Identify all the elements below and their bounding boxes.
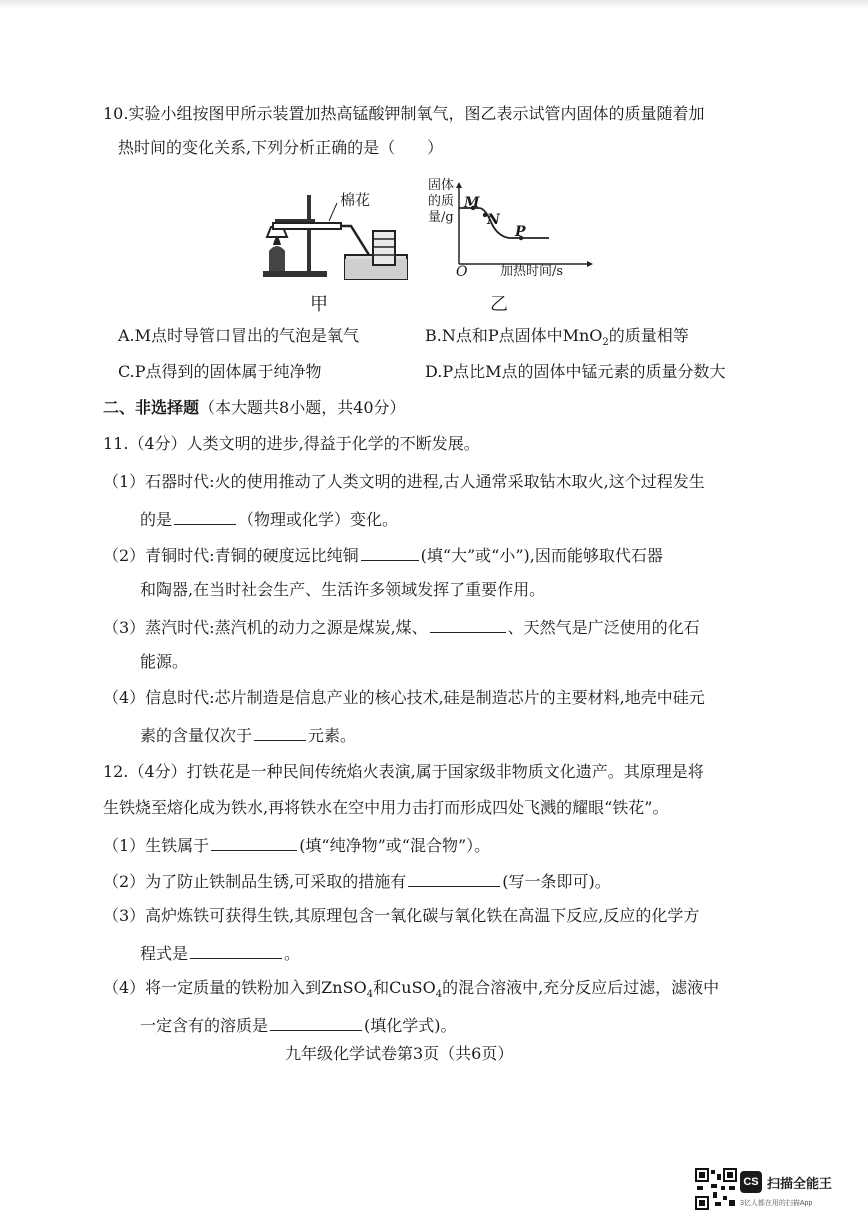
figure-jia-caption: 甲 [310,294,328,315]
q10-option-d: D.P点比M点的固体中锰元素的质量分数大 [425,362,726,381]
q10-option-c: C.P点得到的固体属于纯净物 [118,362,322,381]
scanner-app-name: 扫描全能王 [767,1176,833,1191]
page-footer: 九年级化学试卷第3页（共6页） [285,1044,514,1063]
graph-point-p: P [515,224,526,240]
scanner-logo-icon: CS [740,1171,762,1193]
q12-part3-line2: 程式是 。 [140,944,301,963]
q12-part3-answer-blank[interactable] [190,942,282,959]
q11-part3-line2: 能源。 [140,652,189,671]
q11-part4-line1: （4）信息时代:芯片制造是信息产业的核心技术,硅是制造芯片的主要材料,地壳中硅元 [103,688,705,707]
q11-part2-line1: （2）青铜时代:青铜的硬度远比纯铜 (填“大”或“小”),因而能够取代石器 [103,546,663,565]
q11-part2-line2: 和陶器,在当时社会生产、生活许多领域发挥了重要作用。 [140,580,546,599]
q12-part2-answer-blank[interactable] [408,870,500,887]
q12-part1-answer-blank[interactable] [211,834,297,851]
q11-part1-line2: 的是 （物理或化学）变化。 [140,510,399,529]
q12-stem-line2: 生铁烧至熔化成为铁水,再将铁水在空中用力击打而形成四处飞溅的耀眼“铁花”。 [103,798,669,817]
q11-part3-answer-blank[interactable] [430,616,506,633]
qr-code-icon [695,1168,737,1210]
graph-ylabel-1: 固体 [428,178,455,193]
q10-option-a: A.M点时导管口冒出的气泡是氧气 [118,326,360,345]
q11-part1-answer-blank[interactable] [174,508,236,525]
graph-ylabel-2: 的质 [428,194,455,209]
figure-yi-caption: 乙 [490,294,508,315]
graph-point-n: N [487,212,500,228]
scanner-app-tagline: 3亿人都在用的扫描App [740,1200,813,1207]
q10-option-b: B.N点和P点固体中MnO$_2$的质量相等 [425,326,689,349]
graph-ylabel-3: 量/g [428,210,454,225]
graph-point-m: M [464,195,480,211]
q12-part4-line1: （4）将一定质量的铁粉加入到ZnSO$_4$和CuSO$_4$的混合溶液中,充分反应后过滤，滤液中 [103,978,720,1001]
graph-origin: O [456,264,468,280]
q11-part4-answer-blank[interactable] [254,724,306,741]
q12-part4-answer-blank[interactable] [270,1014,362,1031]
q11-part1-line1: （1）石器时代:火的使用推动了人类文明的进程,古人通常采取钻木取火,这个过程发生 [103,472,705,491]
q10-stem-line2: 热时间的变化关系,下列分析正确的是（ ） [118,138,444,157]
section2-heading: 二、非选择题（本大题共8小题，共40分） [103,398,406,417]
q12-part2: （2）为了防止铁制品生锈,可采取的措施有 (写一条即可)。 [103,872,611,891]
q12-part1: （1）生铁属于 (填“纯净物”或“混合物”）。 [103,836,491,855]
q12-stem-line1: 12.（4分）打铁花是一种民间传统焰火表演,属于国家级非物质文化遗产。其原理是将 [103,762,704,781]
q11-part2-answer-blank[interactable] [361,544,419,561]
q10-stem-line1: 10.实验小组按图甲所示装置加热高锰酸钾制氧气，图乙表示试管内固体的质量随着加 [103,104,705,123]
q11-part3-line1: （3）蒸汽时代:蒸汽机的动力之源是煤炭,煤、 、天然气是广泛使用的化石 [103,618,700,637]
q11-stem: 11.（4分）人类文明的进步,得益于化学的不断发展。 [103,434,480,453]
q12-part3-line1: （3）高炉炼铁可获得生铁,其原理包含一氧化碳与氧化铁在高温下反应,反应的化学方 [103,906,700,925]
graph-xlabel: 加热时间/s [500,264,564,279]
figure-jia-cotton-label: 棉花 [340,191,371,209]
q11-part4-line2: 素的含量仅次于 元素。 [140,726,357,745]
figure-jia-apparatus [255,185,415,285]
q12-part4-line2: 一定含有的溶质是 (填化学式)。 [140,1016,457,1035]
scan-top-edge [0,0,868,8]
